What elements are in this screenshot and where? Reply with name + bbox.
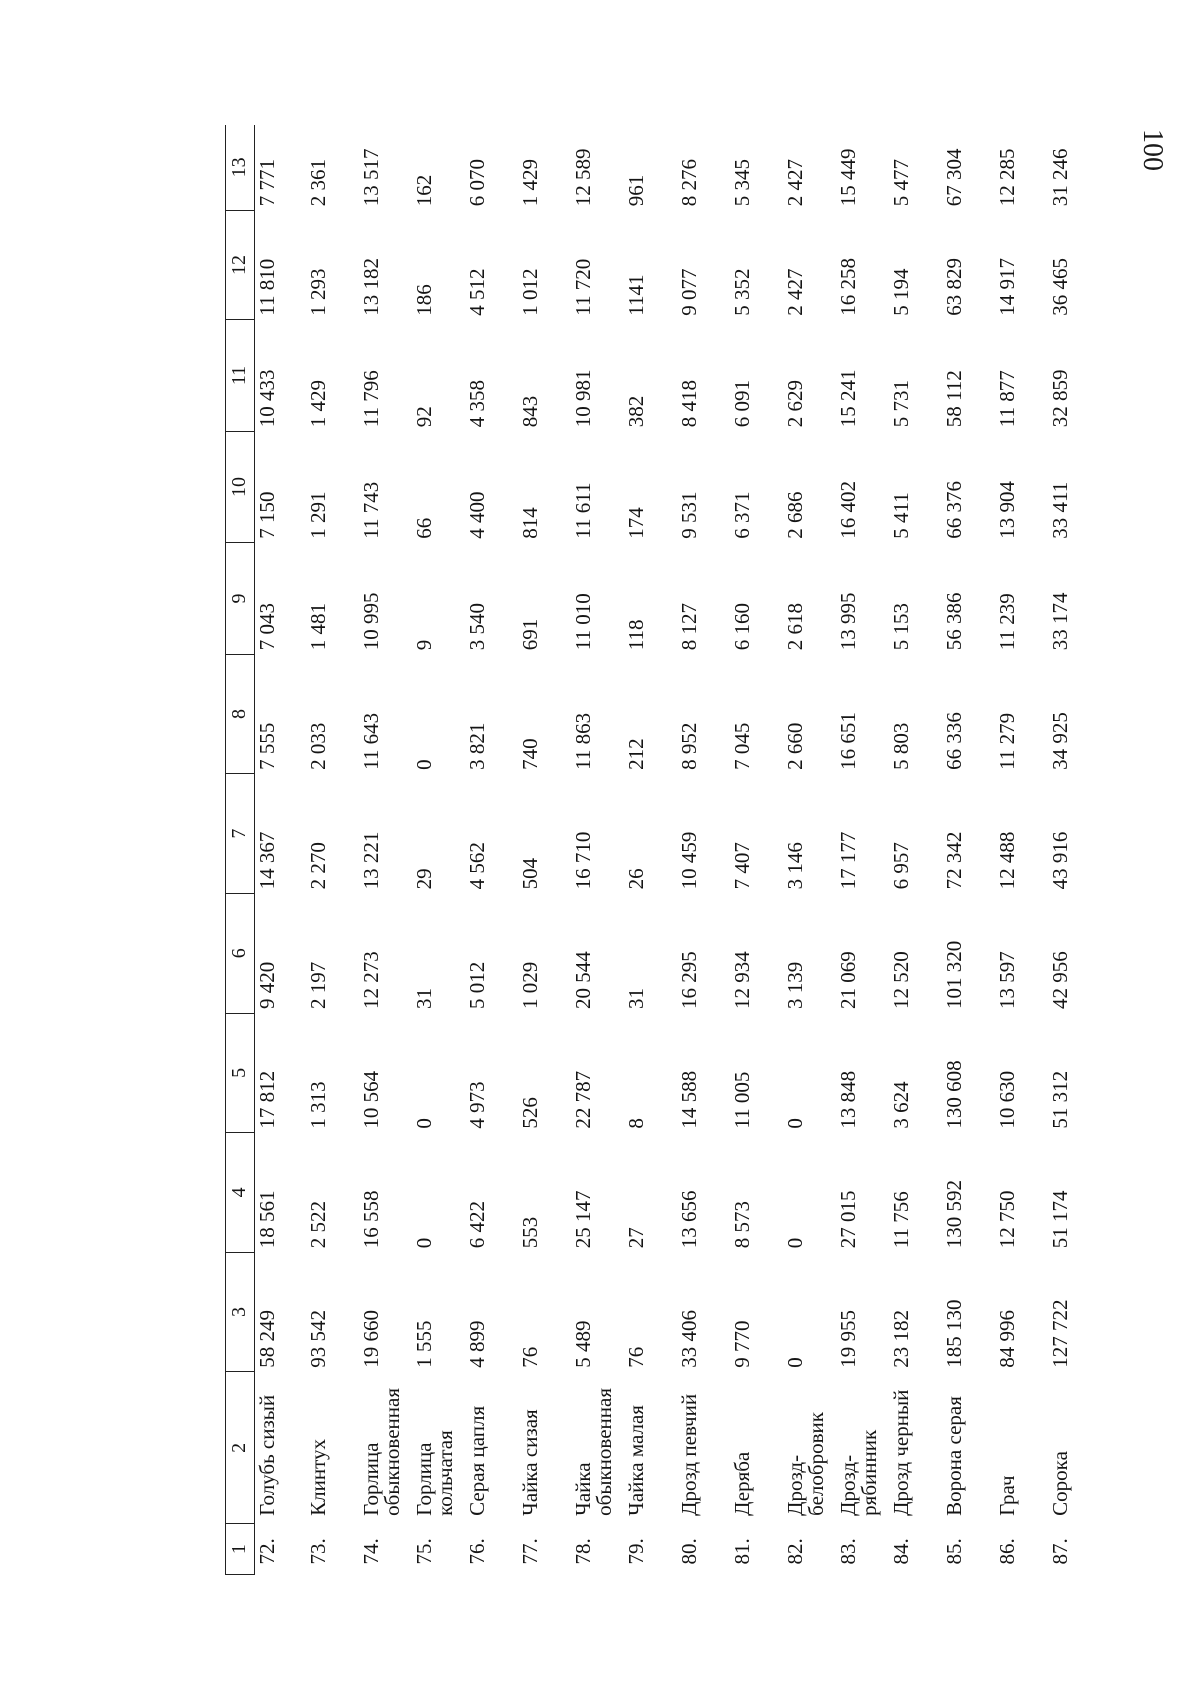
value-cell: 93 542 [306,1310,330,1368]
value-cell: 7 407 [730,842,754,890]
value-cell: 51 174 [1048,1190,1072,1249]
row-number-cell: 78. [571,1538,595,1565]
value-cell: 127 722 [1048,1299,1072,1368]
value-cell: 72 342 [942,831,966,890]
value-cell: 691 [518,618,542,651]
value-cell: 5 012 [465,961,489,1010]
species-name-cell: Дрозд-рябинник [836,1429,881,1516]
value-cell: 6 091 [730,379,754,428]
value-cell: 15 241 [836,369,860,428]
value-cell: 11 010 [571,593,595,651]
column-header-4: 4 [226,1133,255,1253]
value-cell: 7 555 [255,722,279,770]
value-cell: 9 077 [677,268,701,316]
value-cell: 31 [624,988,648,1010]
value-cell: 34 925 [1048,712,1072,770]
value-cell: 0 [412,1118,436,1129]
value-cell: 5 411 [889,492,913,539]
value-cell: 19 955 [836,1310,860,1368]
table-row [410,125,463,1575]
value-cell: 11 279 [995,712,1019,770]
table-row [887,125,940,1575]
value-cell: 1 012 [518,268,542,316]
value-cell: 7 771 [255,159,279,207]
value-cell: 4 973 [465,1081,489,1129]
value-cell: 212 [624,738,648,770]
table-row [993,125,1046,1575]
value-cell: 0 [412,759,436,770]
value-cell: 8 573 [730,1200,754,1249]
value-cell: 66 376 [942,480,966,539]
value-cell: 36 465 [1048,257,1072,316]
value-cell: 11 611 [571,482,595,539]
value-cell: 118 [624,619,648,651]
value-cell: 58 249 [255,1310,279,1368]
value-cell: 5 731 [889,379,913,428]
species-name-cell: Ворона серая [942,1396,966,1516]
species-name-cell: Чайка обыкновенная [571,1388,616,1516]
value-cell: 7 043 [255,602,279,651]
column-header-11: 11 [226,320,255,432]
species-name-cell: Дрозд-белобровик [783,1412,828,1516]
species-name-cell: Клинтух [306,1438,330,1516]
value-cell: 11 643 [359,712,383,770]
value-cell: 76 [518,1346,542,1368]
value-cell: 10 995 [359,592,383,651]
value-cell: 1 293 [306,268,330,316]
value-cell: 31 246 [1048,148,1072,207]
value-cell: 92 [412,406,436,428]
column-header-8: 8 [226,654,255,774]
value-cell: 19 660 [359,1310,383,1368]
species-name-cell: Горлица обыкновенная [359,1388,404,1516]
value-cell: 12 589 [571,148,595,207]
value-cell: 33 406 [677,1310,701,1368]
value-cell: 3 624 [889,1081,913,1129]
value-cell: 3 540 [465,602,489,651]
value-cell: 174 [624,507,648,539]
table-row [569,125,622,1575]
value-cell: 12 934 [730,951,754,1010]
value-cell: 10 630 [995,1070,1019,1129]
table-row [357,125,410,1575]
species-name-cell: Чайка малая [624,1405,648,1516]
value-cell: 7 150 [255,491,279,539]
table-row [622,125,675,1575]
value-cell: 11 743 [359,481,383,539]
species-name-cell: Горлица кольчатая [412,1430,457,1516]
value-cell: 2 629 [783,379,807,428]
value-cell: 13 517 [359,148,383,207]
value-cell: 66 [412,517,436,539]
value-cell: 1 429 [518,159,542,207]
value-cell: 8 276 [677,159,701,207]
page-number: 100 [1137,129,1168,171]
value-cell: 14 917 [995,257,1019,316]
value-cell: 740 [518,738,542,770]
value-cell: 4 562 [465,842,489,890]
table-row [516,125,569,1575]
value-cell: 66 336 [942,712,966,770]
table-row [675,125,728,1575]
species-name-cell: Чайка сизая [518,1409,542,1516]
value-cell: 67 304 [942,148,966,207]
value-cell: 4 512 [465,268,489,316]
value-cell: 186 [412,284,436,316]
table-row [940,125,993,1575]
value-cell: 11 720 [571,258,595,316]
value-cell: 33 411 [1048,481,1072,539]
column-header-9: 9 [226,543,255,655]
value-cell: 0 [783,1118,807,1129]
row-number-cell: 73. [306,1538,330,1565]
bird-count-table [225,125,1099,1575]
row-number-cell: 83. [836,1538,860,1565]
value-cell: 13 656 [677,1190,701,1249]
value-cell: 526 [518,1097,542,1129]
value-cell: 12 285 [995,148,1019,207]
value-cell: 5 477 [889,159,913,207]
rotated-table-container [225,125,1105,1575]
species-name-cell: Сорока [1048,1451,1072,1516]
value-cell: 11 810 [255,258,279,316]
value-cell: 15 449 [836,148,860,207]
value-cell: 17 812 [255,1070,279,1129]
column-header-10: 10 [226,431,255,543]
value-cell: 6 160 [730,602,754,651]
value-cell: 13 995 [836,592,860,651]
value-cell: 11 005 [730,1071,754,1129]
value-cell: 12 520 [889,951,913,1010]
column-header-13: 13 [226,125,255,210]
value-cell: 2 427 [783,268,807,316]
value-cell: 2 618 [783,602,807,651]
value-cell: 8 418 [677,379,701,428]
value-cell: 12 273 [359,951,383,1010]
value-cell: 1 313 [306,1081,330,1129]
row-number-cell: 80. [677,1538,701,1565]
row-number-cell: 79. [624,1538,648,1565]
value-cell: 18 561 [255,1190,279,1249]
value-cell: 1 291 [306,491,330,539]
column-header-1: 1 [226,1524,255,1575]
row-number-cell: 85. [942,1538,966,1565]
value-cell: 10 981 [571,369,595,428]
value-cell: 5 489 [571,1320,595,1368]
value-cell: 13 848 [836,1070,860,1129]
value-cell: 4 400 [465,491,489,539]
value-cell: 1141 [624,274,648,316]
value-cell: 2 427 [783,159,807,207]
column-header-3: 3 [226,1252,255,1372]
value-cell: 1 555 [412,1320,436,1368]
column-header-6: 6 [226,893,255,1013]
value-cell: 11 756 [889,1191,913,1249]
value-cell: 9 770 [730,1320,754,1368]
value-cell: 16 651 [836,712,860,770]
value-cell: 1 481 [306,602,330,651]
value-cell: 0 [412,1237,436,1249]
value-cell: 8 [624,1118,648,1129]
value-cell: 51 312 [1048,1070,1072,1129]
value-cell: 56 386 [942,592,966,651]
value-cell: 2 033 [306,722,330,770]
species-name-cell: Дрозд певчий [677,1393,701,1516]
value-cell: 16 295 [677,951,701,1010]
column-header-12: 12 [226,210,255,319]
value-cell: 17 177 [836,831,860,890]
table-row [255,125,305,1575]
value-cell: 14 588 [677,1070,701,1129]
value-cell: 9 [412,639,436,651]
value-cell: 2 197 [306,961,330,1010]
value-cell: 12 750 [995,1190,1019,1249]
table-row [1046,125,1099,1575]
value-cell: 2 686 [783,491,807,539]
value-cell: 32 859 [1048,369,1072,428]
value-cell: 101 320 [942,940,966,1010]
value-cell: 13 182 [359,257,383,316]
value-cell: 21 069 [836,951,860,1010]
value-cell: 42 956 [1048,951,1072,1010]
value-cell: 27 015 [836,1190,860,1249]
value-cell: 504 [518,857,542,890]
value-cell: 5 345 [730,159,754,207]
row-number-cell: 82. [783,1538,807,1565]
value-cell: 843 [518,395,542,428]
value-cell: 12 488 [995,831,1019,890]
row-number-cell: 87. [1048,1538,1072,1565]
value-cell: 29 [412,868,436,890]
value-cell: 26 [624,868,648,890]
value-cell: 6 371 [730,491,754,539]
table-row [304,125,357,1575]
value-cell: 2 660 [783,722,807,770]
value-cell: 9 531 [677,491,701,539]
value-cell: 5 194 [889,268,913,316]
value-cell: 2 361 [306,159,330,207]
value-cell: 0 [783,1237,807,1249]
value-cell: 4 899 [465,1320,489,1368]
value-cell: 11 796 [359,370,383,428]
value-cell: 382 [624,395,648,428]
value-cell: 63 829 [942,257,966,316]
column-header-7: 7 [226,774,255,894]
value-cell: 5 352 [730,268,754,316]
row-number-cell: 81. [730,1538,754,1565]
value-cell: 3 139 [783,961,807,1010]
value-cell: 10 433 [255,369,279,428]
value-cell: 9 420 [255,961,279,1010]
value-cell: 13 904 [995,480,1019,539]
row-number-cell: 75. [412,1538,436,1565]
value-cell: 3 146 [783,842,807,890]
value-cell: 961 [624,174,648,207]
value-cell: 2 522 [306,1200,330,1249]
table-header-row [226,125,255,1575]
value-cell: 13 221 [359,831,383,890]
value-cell: 16 258 [836,257,860,316]
row-number-cell: 76. [465,1538,489,1565]
value-cell: 11 877 [995,370,1019,428]
value-cell: 14 367 [255,831,279,890]
value-cell: 84 996 [995,1310,1019,1368]
value-cell: 814 [518,507,542,539]
species-name-cell: Голубь сизый [255,1394,279,1516]
value-cell: 553 [518,1216,542,1249]
value-cell: 20 544 [571,951,595,1010]
value-cell: 1 029 [518,961,542,1010]
value-cell: 22 787 [571,1070,595,1129]
row-number-cell: 72. [255,1538,279,1565]
table-row [463,125,516,1575]
table-row [781,125,834,1575]
value-cell: 10 564 [359,1070,383,1129]
value-cell: 6 422 [465,1200,489,1249]
species-name-cell: Деряба [730,1451,754,1516]
value-cell: 31 [412,988,436,1010]
value-cell: 7 045 [730,722,754,770]
value-cell: 5 153 [889,602,913,651]
species-name-cell: Грач [995,1475,1019,1516]
species-name-cell: Серая цапля [465,1405,489,1516]
value-cell: 11 239 [995,593,1019,651]
value-cell: 6 957 [889,842,913,890]
value-cell: 16 558 [359,1190,383,1249]
value-cell: 8 127 [677,602,701,651]
value-cell: 2 270 [306,842,330,890]
value-cell: 130 608 [942,1060,966,1129]
column-header-5: 5 [226,1013,255,1133]
value-cell: 0 [783,1357,807,1368]
value-cell: 25 147 [571,1190,595,1249]
value-cell: 130 592 [942,1179,966,1249]
row-number-cell: 74. [359,1538,383,1565]
value-cell: 16 402 [836,480,860,539]
value-cell: 43 916 [1048,831,1072,890]
value-cell: 13 597 [995,951,1019,1010]
row-number-cell: 77. [518,1538,542,1565]
value-cell: 58 112 [942,370,966,428]
value-cell: 185 130 [942,1299,966,1368]
value-cell: 6 070 [465,159,489,207]
value-cell: 1 429 [306,379,330,428]
value-cell: 3 821 [465,722,489,770]
table-row [728,125,781,1575]
value-cell: 5 803 [889,722,913,770]
value-cell: 162 [412,174,436,207]
species-name-cell: Дрозд черный [889,1389,913,1516]
value-cell: 16 710 [571,831,595,890]
value-cell: 23 182 [889,1310,913,1368]
column-header-2: 2 [226,1372,255,1524]
value-cell: 4 358 [465,379,489,428]
value-cell: 33 174 [1048,592,1072,651]
table-row [834,125,887,1575]
value-cell: 27 [624,1227,648,1249]
row-number-cell: 84. [889,1538,913,1565]
value-cell: 11 863 [571,712,595,770]
row-number-cell: 86. [995,1538,1019,1565]
value-cell: 76 [624,1346,648,1368]
value-cell: 8 952 [677,722,701,770]
value-cell: 10 459 [677,831,701,890]
